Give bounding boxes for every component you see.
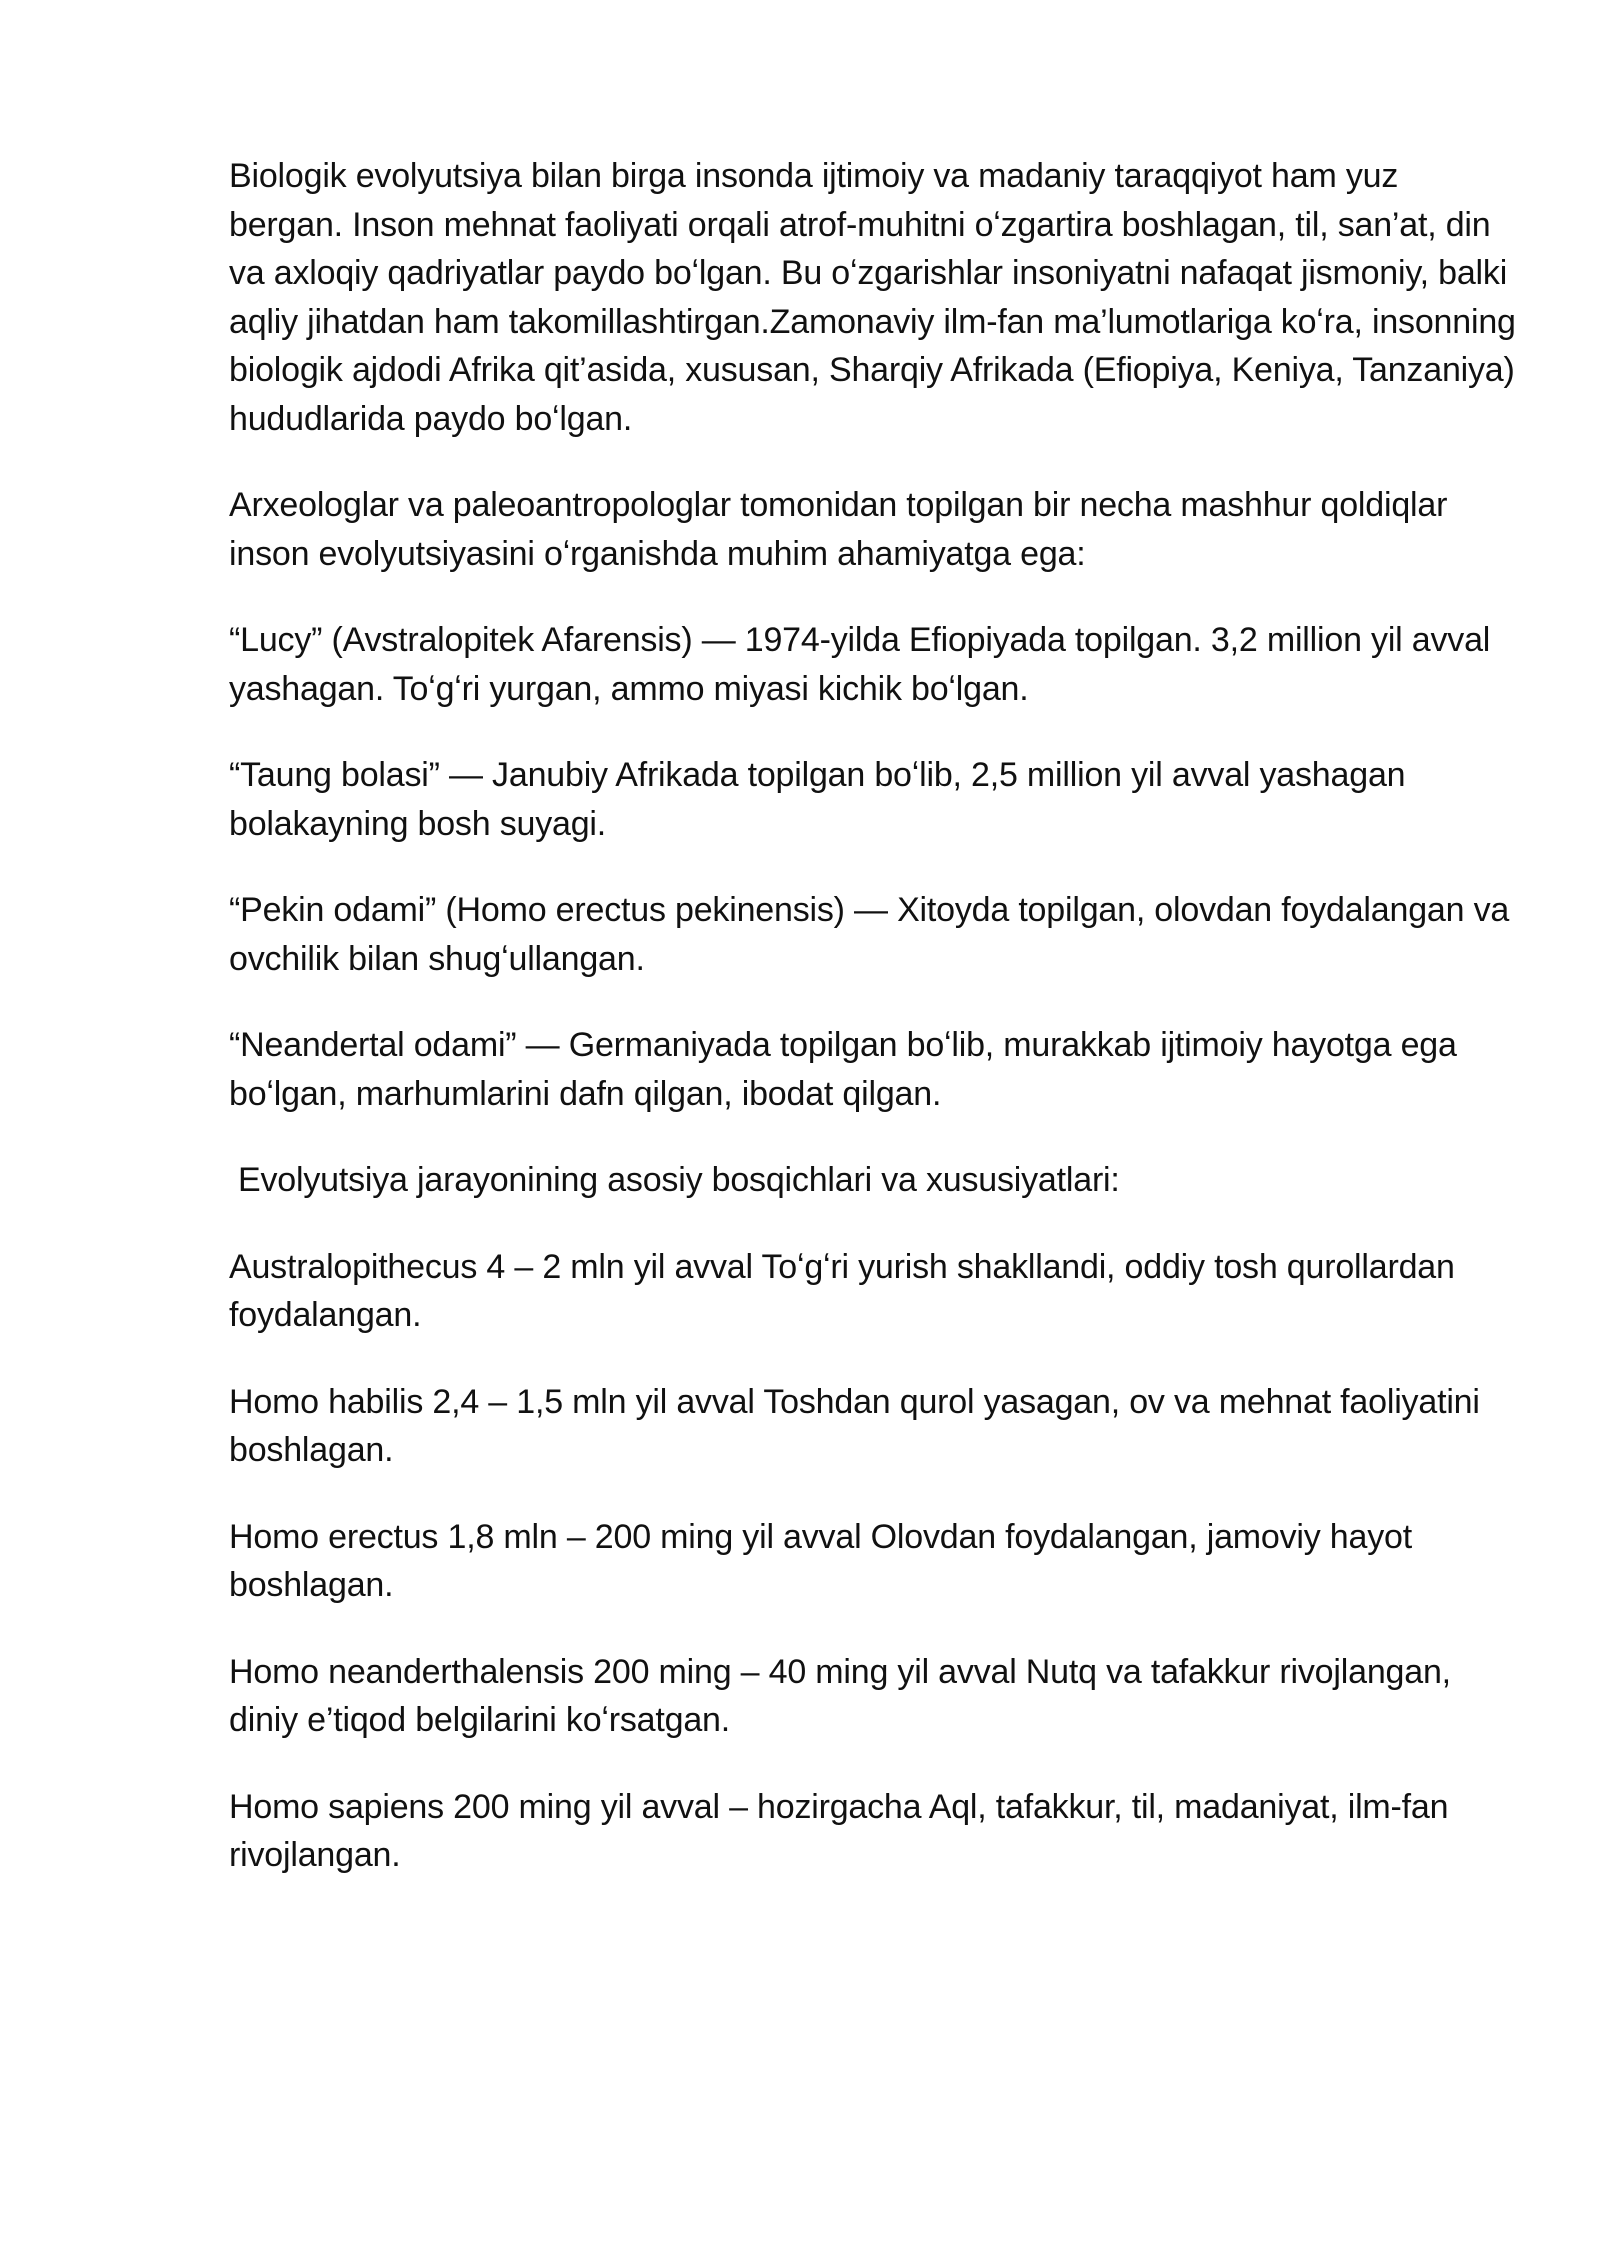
paragraph-stages-heading: Evolyutsiya jarayonining asosiy bosqichlari va xususiyatlari: — [238, 1161, 1120, 1199]
document-body — [229, 152, 1519, 1918]
paragraph-finds-intro: Arxeologlar va paleoantropologlar tomonidan topilgan bir necha mashhur qoldiqlar inson evolyutsiyasini oʻrganishda muhim ahamiyatga ega: — [229, 486, 1448, 573]
paragraph-lucy: “Lucy” (Avstralopitek Afarensis) — 1974-yilda Efiopiyada topilgan. 3,2 million yil avval yashagan. Toʻgʻri yurgan, ammo miyasi kichik boʻlgan. — [229, 621, 1491, 708]
paragraph-intro: Biologik evolyutsiya bilan birga insonda ijtimoiy va madaniy taraqqiyot ham yuz bergan. Inson mehnat faoliyati orqali atrof-muhitni oʻzgartira boshlagan, til, san’at, din va axloqiy qadriyatlar paydo boʻlgan. Bu oʻzgarishlar insoniyatni nafaqat jismoniy, balki aqliy jihatdan ham takomillashtirgan.Zamonaviy ilm-fan ma’lumotlariga koʻra, insonning biologik ajdodi Afrika qit’asida, xususan, Sharqiy Afrikada (Efiopiya, Keniya, Tanzaniya) hududlarida paydo boʻlgan. — [229, 157, 1516, 438]
paragraph-homo-erectus: Homo erectus 1,8 mln – 200 ming yil avval Olovdan foydalangan, jamoviy hayot boshlagan. — [229, 1517, 1412, 1604]
paragraph-homo-habilis: Homo habilis 2,4 – 1,5 mln yil avval Toshdan qurol yasagan, ov va mehnat faoliyatini boshlagan. — [229, 1382, 1480, 1469]
paragraph-australopithecus: Australopithecus 4 – 2 mln yil avval Toʻgʻri yurish shakllandi, oddiy tosh qurollardan foydalangan. — [229, 1247, 1455, 1334]
paragraph-taung: “Taung bolasi” — Janubiy Afrikada topilgan boʻlib, 2,5 million yil avval yashagan bolakayning bosh suyagi. — [229, 756, 1406, 843]
paragraph-neanderthal: “Neandertal odami” — Germaniyada topilgan boʻlib, murakkab ijtimoiy hayotga ega boʻlgan, marhumlarini dafn qilgan, ibodat qilgan. — [229, 1026, 1457, 1113]
paragraph-peking: “Pekin odami” (Homo erectus pekinensis) — Xitoyda topilgan, olovdan foydalangan va ovchilik bilan shugʻullangan. — [229, 891, 1510, 978]
paragraph-homo-sapiens: Homo sapiens 200 ming yil avval – hozirgacha Aql, tafakkur, til, madaniyat, ilm-fan rivojlangan. — [229, 1787, 1449, 1874]
paragraph-homo-neanderthalensis: Homo neanderthalensis 200 ming – 40 ming yil avval Nutq va tafakkur rivojlangan, diniy e’tiqod belgilarini koʻrsatgan. — [229, 1652, 1451, 1739]
